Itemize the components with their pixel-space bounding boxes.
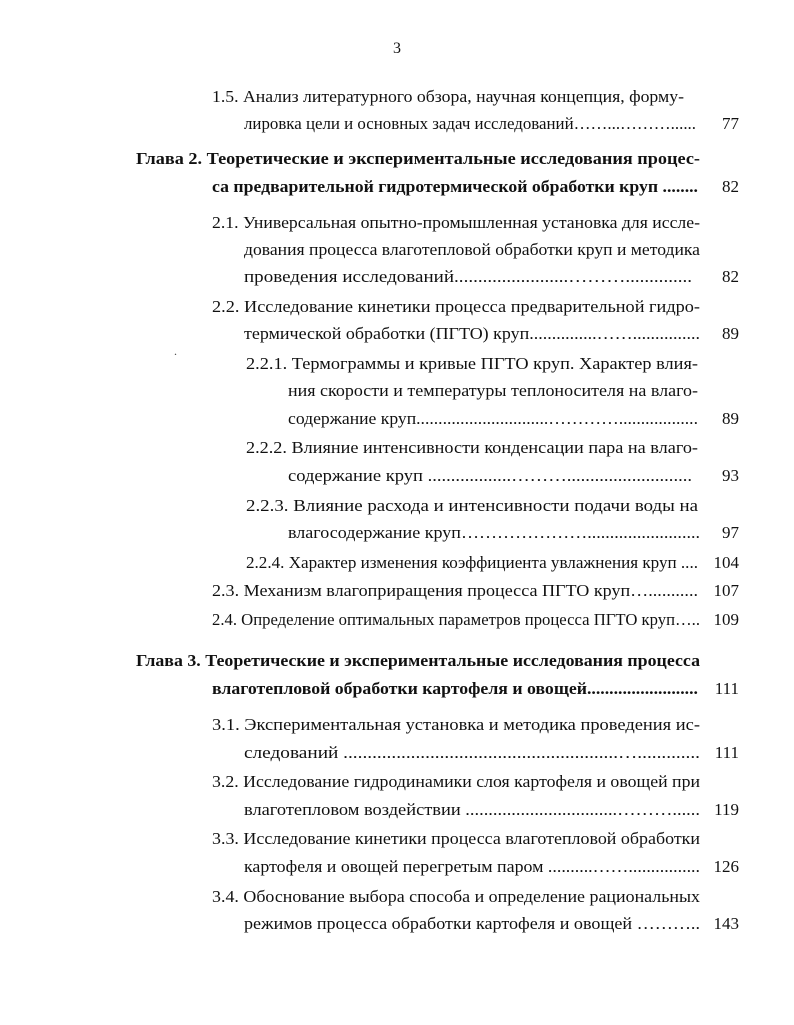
toc-line: 3.4. Обоснование выбора способа и определение рациональных: [212, 887, 700, 906]
toc-line: влагосодержание круп………………….........................: [288, 523, 700, 542]
toc-page-number: 82: [722, 177, 739, 196]
toc-line: следований .........................................................….............: [244, 743, 700, 762]
toc-line: 2.2.2. Влияние интенсивности конденсации пара на влаго-: [246, 438, 698, 457]
toc-page-number: 82: [722, 267, 739, 286]
toc-line: лировка цели и основных задач исследований……...………......: [244, 114, 696, 133]
toc-line: са предварительной гидротермической обработки круп ........: [212, 177, 698, 196]
toc-line: термической обработки (ПГТО) круп...............……...............: [244, 324, 700, 343]
toc-page-number: 104: [713, 553, 739, 572]
toc-line: ния скорости и температуры теплоносителя на влаго-: [288, 381, 698, 400]
toc-line: дования процесса влаготепловой обработки круп и методика: [244, 240, 700, 259]
toc-line: проведения исследований........................………..............: [244, 267, 692, 286]
toc-line: 2.4. Определение оптимальных параметров процесса ПГТО круп…..: [212, 610, 700, 629]
toc-line: содержание круп ..................………...........................: [288, 466, 692, 485]
page-number: 3: [393, 40, 401, 57]
toc-line: 2.2.3. Влияние расхода и интенсивности подачи воды на: [246, 496, 698, 515]
toc-page-number: 111: [714, 743, 739, 762]
toc-line: 2.2.1. Термограммы и кривые ПГТО круп. Характер влия-: [246, 354, 698, 373]
toc-line: 3.2. Исследование гидродинамики слоя картофеля и овощей при: [212, 772, 700, 791]
toc-page-number: 119: [714, 800, 739, 819]
toc-line: влаготепловом воздействии .................................………......: [244, 800, 700, 819]
toc-line: влаготепловой обработки картофеля и овощей.........................: [212, 679, 698, 698]
toc-page-number: 111: [714, 679, 739, 698]
toc-line: содержание круп..............................…………..................: [288, 409, 698, 428]
toc-page-number: 89: [722, 324, 739, 343]
toc-line: 2.3. Механизм влагоприращения процесса ПГТО круп…...........: [212, 581, 698, 600]
toc-page-number: 93: [722, 466, 739, 485]
toc-line: 2.1. Универсальная опытно-промышленная установка для иссле-: [212, 213, 700, 232]
toc-line: картофеля и овощей перегретым паром ..........……................: [244, 857, 700, 876]
toc-line: 2.2. Исследование кинетики процесса предварительной гидро-: [212, 297, 700, 316]
toc-line: Глава 2. Теоретические и экспериментальные исследования процес-: [136, 149, 700, 168]
toc-page-number: 97: [722, 523, 739, 542]
toc-line: 1.5. Анализ литературного обзора, научная концепция, форму-: [212, 87, 684, 106]
toc-line: режимов процесса обработки картофеля и овощей ………..: [244, 914, 700, 933]
toc-page-number: 143: [713, 914, 739, 933]
toc-line: 2.2.4. Характер изменения коэффициента увлажнения круп ....: [246, 553, 698, 572]
toc-line: Глава 3. Теоретические и экспериментальные исследования процесса: [136, 651, 700, 670]
toc-page-number: 107: [713, 581, 739, 600]
toc-page-number: 77: [722, 114, 739, 133]
toc-page-number: 126: [713, 857, 739, 876]
stray-mark: .: [174, 344, 177, 358]
toc-line: 3.3. Исследование кинетики процесса влаготепловой обработки: [212, 829, 700, 848]
toc-page-number: 89: [722, 409, 739, 428]
toc-line: 3.1. Экспериментальная установка и методика проведения ис-: [212, 715, 700, 734]
toc-page-number: 109: [713, 610, 739, 629]
